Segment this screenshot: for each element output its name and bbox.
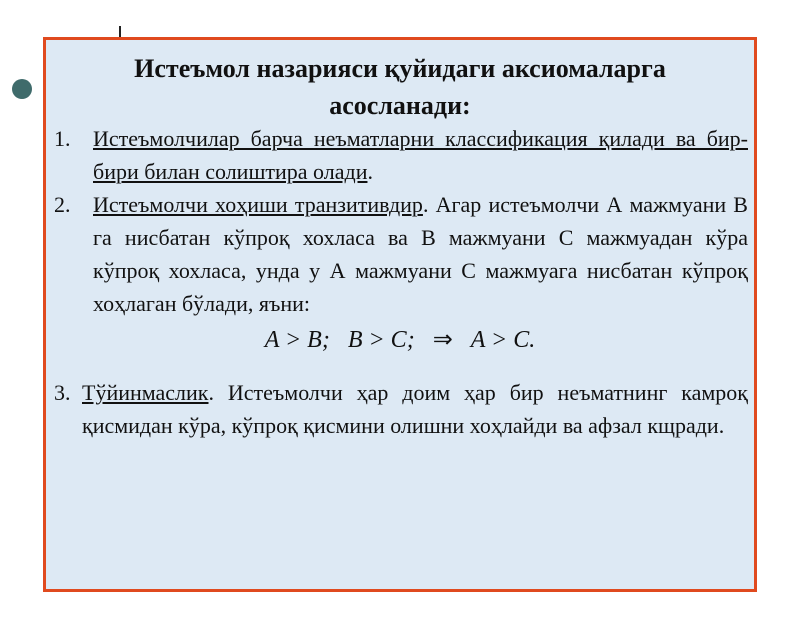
item-1-rest: . — [367, 159, 373, 184]
implies-arrow: ⇒ — [432, 327, 453, 353]
item-3-number: 3. — [54, 380, 71, 405]
formula-part-3: A > C. — [470, 327, 536, 353]
box-title: Истеъмол назарияси қуйидаги аксиомаларга асосланади: — [134, 54, 666, 120]
item-1-underlined: Истеъмолчилар барча неъматларни классификация қилади ва бир-бири билан солиштира олади — [93, 126, 748, 184]
bullet-dot — [12, 79, 32, 99]
item-3 — [82, 376, 748, 442]
formula-part-2: B > C; — [347, 327, 415, 353]
item-2-number: 2. — [54, 192, 71, 217]
axiom-box — [43, 37, 757, 592]
item-1-number: 1. — [54, 126, 71, 151]
formula-part-1: A > B; — [264, 327, 330, 353]
item-3-underlined: Тўйинмаслик — [82, 380, 209, 405]
item-2-underlined: Истеъмолчи хоҳиши транзитивдир — [93, 192, 423, 217]
item-2 — [93, 188, 748, 320]
item-1 — [93, 122, 748, 188]
item-3-rest: . Истеъмолчи ҳар доим ҳар бир неъматнинг камроқ қисмидан кўра, кўпроқ қисмини олишни хоҳлайди ва афзал кщради. — [82, 380, 748, 438]
item-2-rest: . Агар истеъмолчи А мажмуани В га нисбатан кўпроқ хохласа ва В мажмуани С мажмуадан кўра кўпроқ хохласа, унда у А мажмуани С мажмуага нисбатан кўпроқ хоҳлаган бўлади, яъни: — [93, 192, 748, 316]
transitivity-formula — [46, 325, 754, 354]
